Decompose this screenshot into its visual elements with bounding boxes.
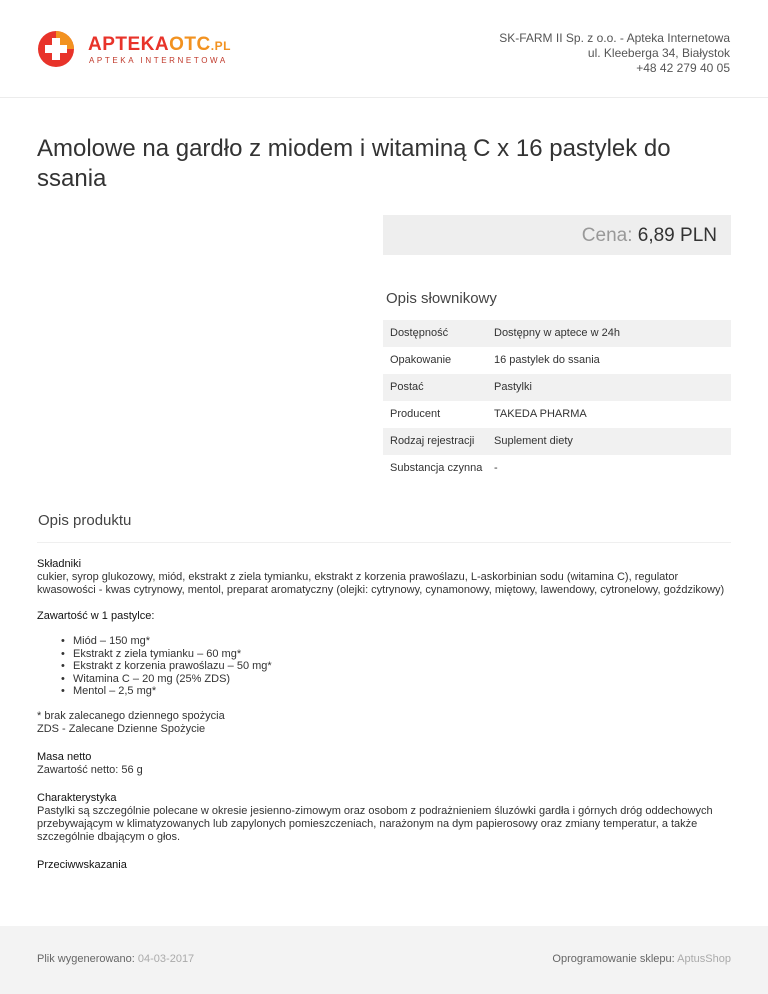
product-description-title: Opis produktu [38,512,132,529]
price-label: Cena: [581,225,633,246]
bullet-icon: • [61,647,65,660]
page-header [0,0,768,98]
list-item: • Witamina C – 20 mg (25% ZDS) [61,672,231,685]
company-address: ul. Kleeberga 34, Białystok [587,46,730,60]
mass-text: Zawartość netto: 56 g [37,763,143,776]
brand-tagline: APTEKA INTERNETOWA [89,56,228,65]
row-value: 16 pastylek do ssania [494,354,600,366]
section-divider [37,542,731,543]
mass-heading: Masa netto [37,750,92,763]
brand-name: APTEKAOTC.PL [88,34,231,55]
footnote-zds: ZDS - Zalecane Dzienne Spożycie [37,722,206,735]
ingredients-text: cukier, syrop glukozowy, miód, ekstrakt z ziela tymianku, ekstrakt z korzenia prawoślazu, L-askorbinian sodu (witamina C), regulator kwasowości - kwas cytrynowy, mentol, preparat aromatyczny (olejki: cytrynowy, cynamonowy, miętowy, lawendowy, cytronelowy, goździkowy) [37,571,725,596]
price-box [383,215,731,255]
footnote-no-rda: * brak zalecanego dziennego spożycia [37,709,225,722]
company-info [499,31,730,76]
dictionary-table [383,320,731,482]
characteristics-text: Pastylki są szczególnie polecane w okresie jesienno-zimowym oraz osobom z podrażnieniem śluzówki gardła i górnych dróg oddechowych przebywającym w klimatyzowanych lub zapylonych pomieszczeniach, narażonym na dym papierosowy oraz zmiany temperatur, a także szczególnie dbającym o głos. [37,804,713,843]
row-value: - [494,462,498,474]
list-item: • Ekstrakt z korzenia prawoślazu – 50 mg* [61,660,272,672]
software-label: Oprogramowanie sklepu: [552,953,675,965]
list-item: • Miód – 150 mg* [61,635,151,647]
content-heading: Zawartość w 1 pastylce: [37,610,155,622]
price-value: 6,89 PLN [637,225,717,246]
list-item: • Ekstrakt z ziela tymianku – 60 mg* [61,647,242,660]
product-title: Amolowe na gardło z miodem i witaminą C x 16 pastylek do ssania [37,135,671,192]
row-value: Suplement diety [494,435,573,447]
row-key: Producent [390,408,441,420]
row-key: Postać [390,381,424,393]
table-row [383,401,731,428]
brand-logo[interactable] [37,30,237,72]
product-description [37,558,731,872]
row-key: Rodzaj rejestracji [390,435,475,447]
software-info [552,953,731,965]
dictionary-title: Opis słownikowy [386,290,497,307]
bullet-icon: • [61,635,65,647]
row-value: Pastylki [494,381,532,393]
table-row [383,374,731,401]
bullet-icon: • [61,672,65,685]
row-value: TAKEDA PHARMA [494,408,587,420]
generated-label: Plik wygenerowano: [37,953,135,965]
table-row [383,455,731,482]
page-footer [0,926,768,994]
bullet-icon: • [61,660,65,672]
list-item: • Mentol – 2,5 mg* [61,685,157,697]
table-row [383,428,731,455]
contraindications-heading: Przeciwwskazania [37,858,127,871]
row-value: Dostępny w aptece w 24h [494,327,620,339]
characteristics-heading: Charakterystyka [37,791,117,804]
pharmacy-cross-icon [37,30,75,68]
generated-info [37,953,194,965]
ingredients-heading: Składniki [37,558,82,570]
software-link[interactable]: AptusShop [677,953,731,965]
table-row [383,320,731,347]
company-name: SK-FARM II Sp. z o.o. - Apteka Internetowa [499,31,730,45]
row-key: Dostępność [390,327,449,339]
content-list [61,635,731,698]
company-phone: +48 42 279 40 05 [636,61,730,75]
generated-date: 04-03-2017 [137,953,195,965]
table-row [383,347,731,374]
row-key: Opakowanie [390,354,452,366]
bullet-icon: • [61,685,65,697]
row-key: Substancja czynna [390,462,483,474]
